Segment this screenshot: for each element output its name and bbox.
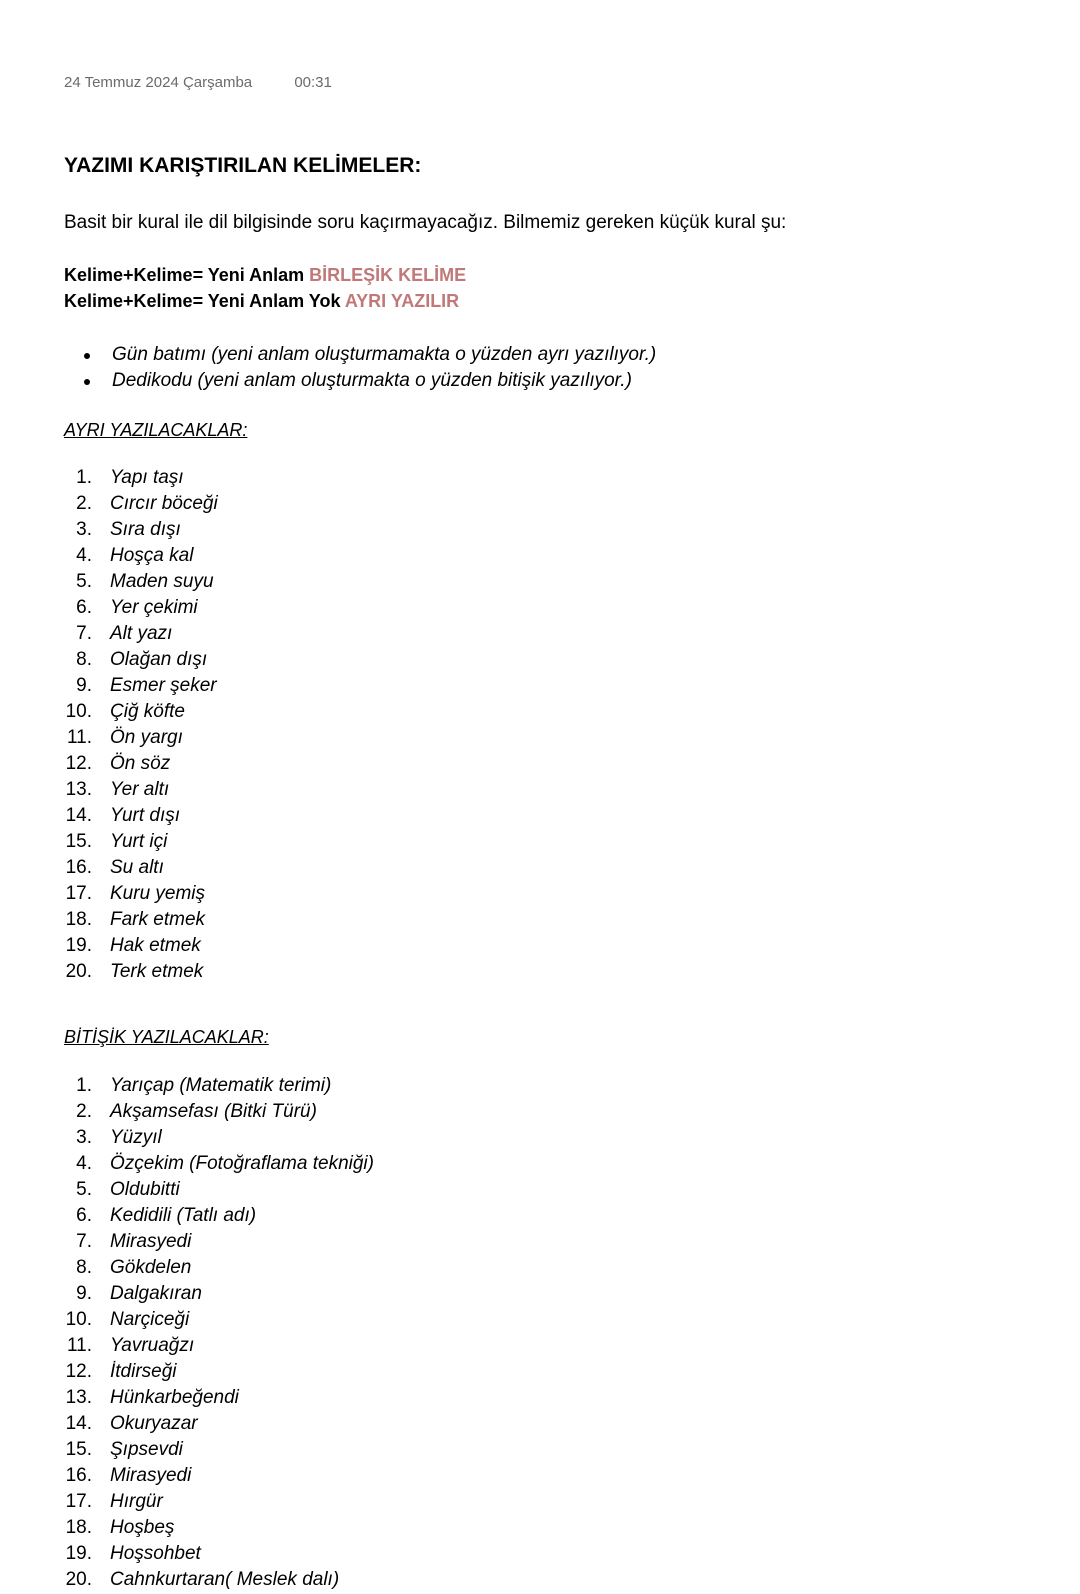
bullet-item xyxy=(64,342,656,368)
list-item xyxy=(64,1385,374,1411)
list-item-number: 17. xyxy=(65,1491,92,1512)
list-item-text: Oldubitti xyxy=(110,1179,180,1200)
list-item-number: 8. xyxy=(76,1257,92,1278)
list-item xyxy=(64,1125,374,1151)
list-item xyxy=(64,673,218,699)
list-item-text: Yurt dışı xyxy=(110,805,181,826)
list-item-text: Narçiceği xyxy=(110,1309,190,1330)
list-item xyxy=(64,1515,374,1541)
list-item-text: Kuru yemiş xyxy=(110,883,206,904)
list-item-text: Mirasyedi xyxy=(110,1231,192,1252)
list-item xyxy=(64,829,218,855)
list-item-text: Ön söz xyxy=(110,753,171,774)
list-item xyxy=(64,569,218,595)
list-item-text: Dalgakıran xyxy=(110,1283,202,1304)
list-item-text: Maden suyu xyxy=(110,571,214,592)
list-item xyxy=(64,959,218,985)
list-item-number: 19. xyxy=(65,935,92,956)
list-item-text: Olağan dışı xyxy=(110,649,208,670)
list-item-text: Ön yargı xyxy=(110,727,183,748)
list-item-text: Yavruağzı xyxy=(110,1335,195,1356)
rule-compound xyxy=(64,265,466,286)
list-item xyxy=(64,1203,374,1229)
list-item-text: Çiğ köfte xyxy=(110,701,185,722)
list-item-number: 18. xyxy=(65,1517,92,1538)
list-item-text: Sıra dışı xyxy=(110,519,181,540)
list-item xyxy=(64,1463,374,1489)
list-item xyxy=(64,1359,374,1385)
bullet-text: Gün batımı (yeni anlam oluşturmamakta o yüzden ayrı yazılıyor.) xyxy=(112,344,657,365)
list-item-number: 1. xyxy=(76,467,92,488)
list-item-number: 5. xyxy=(76,571,92,592)
list-item-number: 20. xyxy=(65,961,92,982)
list-item-text: Cahnkurtaran( Meslek dalı) xyxy=(110,1569,340,1590)
list-item-text: Hünkarbeğendi xyxy=(110,1387,239,1408)
list-item-number: 7. xyxy=(76,623,92,644)
page-title: YAZIMI KARIŞTIRILAN KELİMELER: xyxy=(64,154,422,177)
bullet-item xyxy=(64,368,656,394)
list-item xyxy=(64,1333,374,1359)
rule-compound-accent: BİRLEŞİK KELİME xyxy=(309,265,467,285)
list-item-text: Yüzyıl xyxy=(110,1127,162,1148)
list-item xyxy=(64,855,218,881)
list-item-number: 14. xyxy=(65,1413,92,1434)
list-item-number: 10. xyxy=(65,701,92,722)
list-item xyxy=(64,1489,374,1515)
list-item-text: Hoşça kal xyxy=(110,545,194,566)
list-item xyxy=(64,777,218,803)
list-item-number: 16. xyxy=(65,857,92,878)
list-item xyxy=(64,1437,374,1463)
list-item-text: Şıpsevdi xyxy=(110,1439,183,1460)
list-item-text: Esmer şeker xyxy=(110,675,217,696)
list-item xyxy=(64,1255,374,1281)
note-timestamp xyxy=(64,74,332,91)
list-item xyxy=(64,1229,374,1255)
list-item xyxy=(64,881,218,907)
list-item xyxy=(64,1567,374,1593)
rule-compound-text: Kelime+Kelime= Yeni Anlam xyxy=(64,265,310,285)
list-item xyxy=(64,1411,374,1437)
list-item-number: 20. xyxy=(65,1569,92,1590)
list-item-number: 15. xyxy=(65,831,92,852)
bullet-text: Dedikodu (yeni anlam oluşturmakta o yüzden bitişik yazılıyor.) xyxy=(112,370,632,391)
list-item-number: 5. xyxy=(76,1179,92,1200)
intro-paragraph: Basit bir kural ile dil bilgisinde soru kaçırmayacağız. Bilmemiz gereken küçük kural şu: xyxy=(64,212,787,233)
list-item-text: Okuryazar xyxy=(110,1413,198,1434)
list-item-number: 7. xyxy=(76,1231,92,1252)
list-item-text: Su altı xyxy=(110,857,164,878)
list-item-number: 12. xyxy=(65,1361,92,1382)
section-heading-separate: AYRI YAZILACAKLAR: xyxy=(64,420,248,440)
list-item-number: 12. xyxy=(65,753,92,774)
list-item xyxy=(64,699,218,725)
list-item xyxy=(64,1307,374,1333)
list-item-text: Yapı taşı xyxy=(110,467,184,488)
list-item-text: Gökdelen xyxy=(110,1257,192,1278)
list-item-number: 15. xyxy=(65,1439,92,1460)
rule-separate-accent: AYRI YAZILIR xyxy=(344,291,460,311)
list-item-text: Yer çekimi xyxy=(110,597,198,618)
list-item-number: 19. xyxy=(65,1543,92,1564)
note-time: 00:31 xyxy=(294,74,332,91)
note-date: 24 Temmuz 2024 Çarşamba xyxy=(64,74,253,91)
separate-words-list xyxy=(64,465,218,985)
list-item-number: 11. xyxy=(66,1335,92,1356)
list-item xyxy=(64,543,218,569)
list-item xyxy=(64,751,218,777)
list-item-number: 2. xyxy=(76,1101,92,1122)
list-item xyxy=(64,1073,374,1099)
list-item-number: 9. xyxy=(76,675,92,696)
compound-words-list xyxy=(64,1073,374,1593)
list-item-number: 10. xyxy=(65,1309,92,1330)
list-item xyxy=(64,933,218,959)
list-item-number: 17. xyxy=(65,883,92,904)
list-item-number: 13. xyxy=(65,779,92,800)
list-item xyxy=(64,803,218,829)
rule-separate xyxy=(64,291,459,312)
list-item-number: 14. xyxy=(65,805,92,826)
list-item-text: Yer altı xyxy=(110,779,170,800)
bullet-dot-icon xyxy=(84,379,90,385)
list-item-text: Terk etmek xyxy=(110,961,204,982)
list-item-text: Yurt içi xyxy=(110,831,168,852)
list-item-number: 16. xyxy=(65,1465,92,1486)
list-item-text: Fark etmek xyxy=(110,909,206,930)
list-item-number: 6. xyxy=(76,1205,92,1226)
list-item-text: Hoşsohbet xyxy=(110,1543,201,1564)
list-item xyxy=(64,1541,374,1567)
list-item-number: 2. xyxy=(76,493,92,514)
list-item-text: Hırgür xyxy=(110,1491,163,1512)
list-item xyxy=(64,647,218,673)
list-item-number: 6. xyxy=(76,597,92,618)
list-item xyxy=(64,1099,374,1125)
section-heading-compound: BİTİŞİK YAZILACAKLAR: xyxy=(64,1027,269,1047)
list-item-text: Hoşbeş xyxy=(110,1517,175,1538)
list-item xyxy=(64,725,218,751)
list-item-number: 3. xyxy=(76,519,92,540)
list-item-number: 13. xyxy=(65,1387,92,1408)
list-item-number: 4. xyxy=(76,1153,92,1174)
list-item xyxy=(64,465,218,491)
list-item xyxy=(64,491,218,517)
list-item xyxy=(64,517,218,543)
bullet-dot-icon xyxy=(84,353,90,359)
list-item xyxy=(64,1151,374,1177)
rule-separate-text: Kelime+Kelime= Yeni Anlam Yok xyxy=(64,291,345,311)
list-item-number: 11. xyxy=(66,727,92,748)
list-item-text: İtdirseği xyxy=(110,1361,177,1382)
list-item-text: Özçekim (Fotoğraflama tekniği) xyxy=(110,1153,374,1174)
list-item-number: 18. xyxy=(65,909,92,930)
list-item-text: Hak etmek xyxy=(110,935,201,956)
list-item-text: Akşamsefası (Bitki Türü) xyxy=(110,1101,317,1122)
list-item-number: 3. xyxy=(76,1127,92,1148)
list-item-number: 1. xyxy=(76,1075,92,1096)
list-item-text: Mirasyedi xyxy=(110,1465,192,1486)
list-item xyxy=(64,1177,374,1203)
list-item-number: 4. xyxy=(76,545,92,566)
list-item xyxy=(64,595,218,621)
list-item xyxy=(64,907,218,933)
example-bullets xyxy=(64,342,656,394)
list-item xyxy=(64,621,218,647)
list-item-text: Yarıçap (Matematik terimi) xyxy=(110,1075,332,1096)
list-item-number: 8. xyxy=(76,649,92,670)
list-item-text: Alt yazı xyxy=(110,623,173,644)
list-item-text: Kedidili (Tatlı adı) xyxy=(110,1205,257,1226)
list-item-text: Cırcır böceği xyxy=(110,493,218,514)
list-item-number: 9. xyxy=(76,1283,92,1304)
list-item xyxy=(64,1281,374,1307)
